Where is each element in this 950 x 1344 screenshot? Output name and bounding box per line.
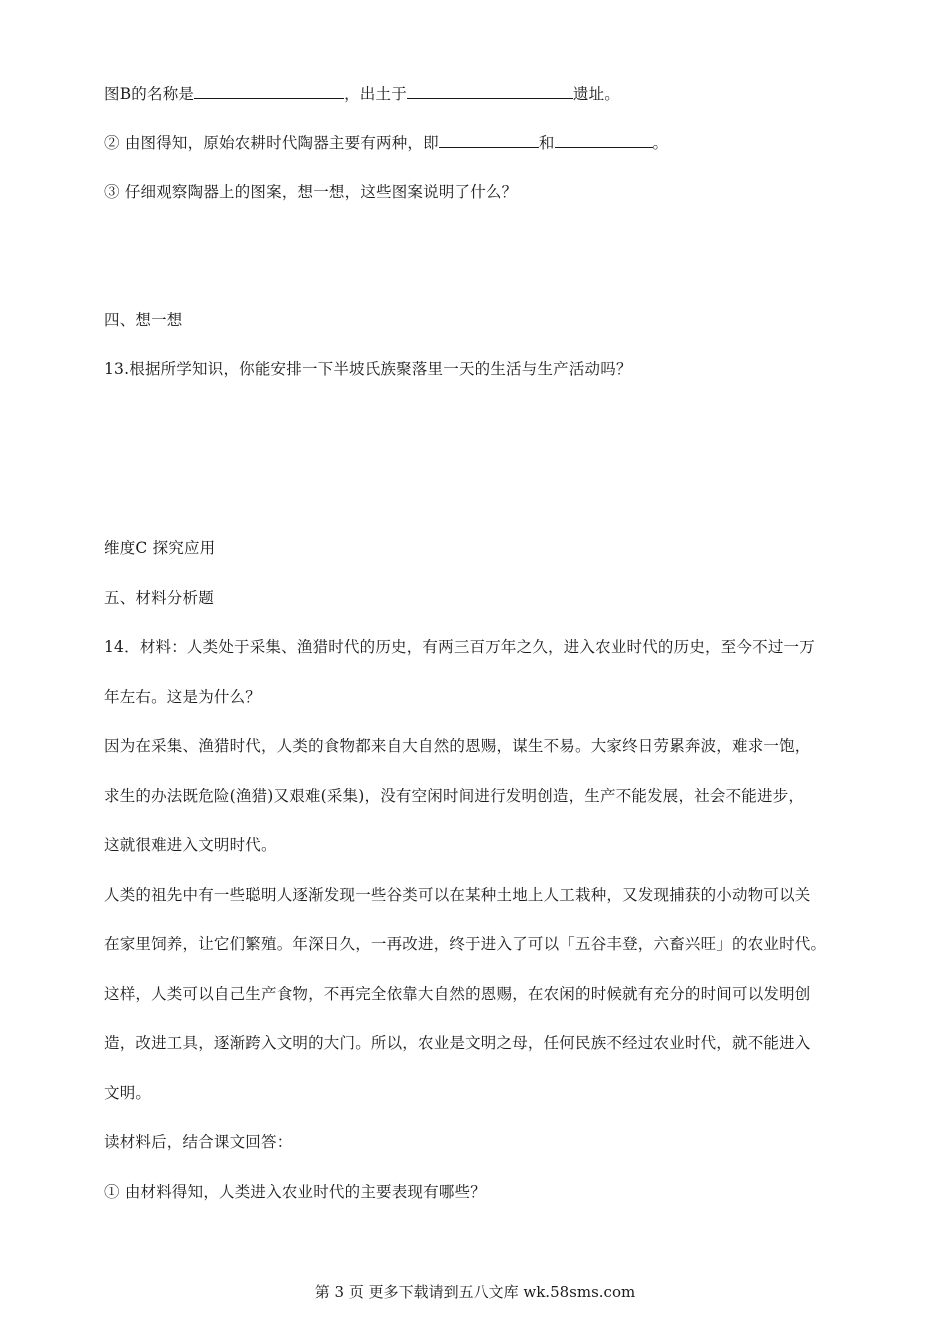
section-4-heading: 四、想一想 <box>104 311 183 329</box>
dimension-c-heading: 维度C 探究应用 <box>104 539 216 557</box>
q12-b-text-c: 遗址。 <box>572 85 621 103</box>
q12-2-text-c: 。 <box>652 134 669 152</box>
q14-line: 人类的祖先中有一些聪明人逐渐发现一些谷类可以在某种土地上人工栽种，又发现捕获的小动物可以关 <box>104 886 811 904</box>
q14-line: 这就很难进入文明时代。 <box>104 836 277 854</box>
answer-blank-name[interactable] <box>194 83 344 99</box>
q12-b-text-a: 图B的名称是 <box>104 85 195 103</box>
q14-line: 造，改进工具，逐渐跨入文明的大门。所以，农业是文明之母，任何民族不经过农业时代，就不能进入 <box>104 1034 811 1052</box>
q12-2-text-a: ② 由图得知，原始农耕时代陶器主要有两种，即 <box>104 134 439 152</box>
q12-part-3-line: ③ 仔细观察陶器上的图案，想一想，这些图案说明了什么？ <box>104 183 518 201</box>
answer-blank-site[interactable] <box>407 83 573 99</box>
q12-b-text-b: ，出土于 <box>344 85 407 103</box>
q12-part-b-line <box>104 83 620 104</box>
page-footer: 第 3 页 更多下载请到五八文库 wk.58sms.com <box>314 1283 636 1301</box>
q14-line: 14．材料：人类处于采集、渔猎时代的历史，有两三百万年之久，进入农业时代的历史，至今不过一万 <box>104 638 815 656</box>
q14-instruction: 读材料后，结合课文回答： <box>104 1133 293 1151</box>
answer-blank-pottery-1[interactable] <box>439 132 539 148</box>
answer-blank-pottery-2[interactable] <box>555 132 653 148</box>
section-5-heading: 五、材料分析题 <box>104 589 214 607</box>
q14-line: 在家里饲养，让它们繁殖。年深日久，一再改进，终于进入了可以「五谷丰登，六畜兴旺」的农业时代。 <box>104 935 827 953</box>
q14-line: 文明。 <box>104 1084 152 1102</box>
q12-part-2-line <box>104 132 668 153</box>
q14-line: 年左右。这是为什么？ <box>104 688 262 706</box>
q14-subquestion-1: ① 由材料得知，人类进入农业时代的主要表现有哪些？ <box>104 1183 486 1201</box>
question-13: 13.根据所学知识，你能安排一下半坡氏族聚落里一天的生活与生产活动吗？ <box>104 360 632 378</box>
q14-line: 这样，人类可以自己生产食物，不再完全依靠大自然的恩赐，在农闲的时候就有充分的时间可以发明创 <box>104 985 811 1003</box>
q14-line: 求生的办法既危险(渔猎)又艰难(采集)，没有空闲时间进行发明创造，生产不能发展，社会不能进步， <box>104 787 805 805</box>
q14-line: 因为在采集、渔猎时代，人类的食物都来自大自然的恩赐，谋生不易。大家终日劳累奔波，难求一饱， <box>104 737 811 755</box>
q12-2-text-b: 和 <box>538 134 555 152</box>
